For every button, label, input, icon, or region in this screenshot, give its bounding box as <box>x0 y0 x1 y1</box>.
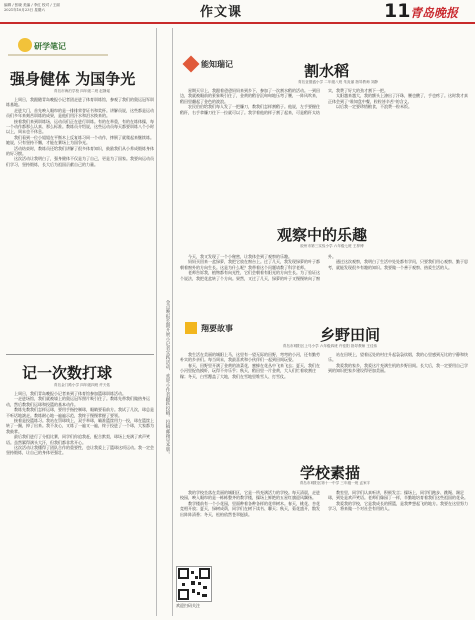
page-number: 11 <box>384 0 411 22</box>
article-byline-campus: 青岛市城阳区第十一中学 三年级一班 孟家宇 <box>299 481 371 485</box>
lightbulb-icon <box>18 38 32 52</box>
paragraph: 我的学校坐落在美丽的城阳区，它是一所充满活力的学校。每天清晨，走进校园，映入眼帘的是一栋栋整齐的教学楼，操场上鲜艳的五星红旗迎风飘扬。 <box>180 490 320 501</box>
header-editors: 编辑 / 张晓 美编 / 李红 校对 / 王丽 <box>4 3 60 7</box>
qr-caption: 欢迎扫码关注 <box>176 603 200 608</box>
article-body-campus <box>180 490 468 616</box>
article-byline-hometown: 青岛市城阳区上马小学 六年级四班 许佳阳 指导教师 王佳伟 <box>282 344 378 348</box>
article-body-hometown <box>180 352 468 458</box>
article-title-small-joy: 记一次数打球 <box>22 364 113 382</box>
badge-underline <box>8 54 108 56</box>
paragraph: 太阳越来越大，我的额头上渗出了汗珠，腰也酸了，手也疼了。这时我才真正体会到了"谁知盘中餐，粒粒皆辛苦"的含义。 <box>328 93 468 104</box>
paragraph: 春天，田野里开满了金黄的油菜花，蜜蜂在花丛中飞来飞去；夏天，我们在小河里捉鱼摸虾，玩得不亦乐乎；秋天，稻田里一片金黄，大人们忙着收割庄稼；冬天，白雪覆盖了大地，我们在雪地里堆雪人、打雪仗。 <box>180 362 320 379</box>
article-body-strong-body <box>6 97 154 350</box>
flag-icon <box>185 322 197 334</box>
sidebar-rule-left <box>156 28 157 616</box>
paragraph: 教练先教我们怎样运球，要用手指控制球，眼睛要看前方。我试了几次，球总是不听话地滚走。教练耐心地一遍遍示范，我终于慢慢掌握了要领。 <box>6 407 154 418</box>
paragraph: 农民伯伯给我们每人发了一把镰刀，教我们怎样割稻子。他说，左手要握住稻秆，右手拿镰刀往下一拉就可以了。我学着他的样子割了起来，可是稻秆太结实，我费了好大的劲才割下一把。 <box>180 88 388 115</box>
sidebar-notice: 金点晚报长期开展小记者实践活动，欢迎小作者踊跃投稿。投稿邮箱见本版。 <box>165 300 170 457</box>
paragraph: 星期天早上，我跟着爸爸妈妈来到乡下，参加了一次割水稻的活动。一到田边，我就被眼前的景象吸引住了，金黄的稻谷沉甸甸地压弯了腰，一阵风吹来，稻田里翻起了金色的波浪。 <box>180 88 320 104</box>
paragraph: 这次活动让我懂得了团队合作的重要性，也让我爱上了篮球这项运动。我一定会坚持锻炼，让自己的身体更强壮。 <box>6 445 154 456</box>
paragraph: 我生活在美丽的城阳上马，这里有一望无际的田野，弯弯的小河，还有勤劳朴实的乡亲们。每当周末，我最喜欢和小伙伴们一起到田间玩耍。 <box>180 352 320 363</box>
paragraph: 通过这次观察，我明白了生活中处处都有学问，只要我们用心观察、勤于思考，就能发现很多有趣的知识。我要做一个善于观察、热爱生活的人。 <box>328 259 468 270</box>
article-body-watch <box>180 254 468 320</box>
paragraph: 上周日，我跟随青岛晚报小记者团走进了体育训练馆，参观了我们的奥运冠军训练基地。 <box>6 97 154 108</box>
column-divider <box>6 354 154 355</box>
article-title-strong-body: 强身健体 为国争光 <box>10 70 136 88</box>
article-byline-watch: 胶州市第三实验小学 六年级七班 王梓博 <box>300 244 364 248</box>
paragraph: 这次活动让我明白了，强身健体不仅是为了自己，更是为了国家。我要向运动员们学习，坚持锻炼，长大后为祖国贡献自己的力量。 <box>6 156 154 167</box>
study-notes-label: 研学笔记 <box>34 42 66 51</box>
paragraph: 接着我们来到训练场，运动员们正在进行训练。有的在举重，有的在练体操，每一个动作都那么认真、那么标准。教练员介绍说，这些运动员每天都要训练八个小时以上，周末也不休息。 <box>6 118 154 135</box>
paragraph: 我爱我的家乡，我爱这片充满生机的乡野田间。长大后，我一定要用自己学到的知识把家乡建设得更加美丽。 <box>328 362 468 374</box>
paragraph: 教学楼前有一个小花园，里面种着各种各样的花草树木。春天，桃花、杏花竞相开放；夏天，绿树成荫，同学们在树下读书、聊天；秋天，菊花盛开，散发出阵阵清香；冬天，松柏依然苍翠挺拔。 <box>180 500 320 517</box>
header-credits <box>4 3 94 12</box>
section-title: 作文课 <box>200 5 243 20</box>
brand-logo: 青岛晚报 <box>410 6 459 20</box>
paragraph: 我们看到一位小姐姐在平衡木上反复练习同一个动作，摔倒了就爬起来继续练。她说，只有坚持不懈，才能在赛场上为国争光。 <box>6 134 154 146</box>
article-title-campus: 学校素描 <box>300 464 361 482</box>
hero-label: 翔要故事 <box>201 324 233 333</box>
header-date: 2021年10月23日 星期六 <box>4 7 45 12</box>
talent-label: 能知瑞记 <box>201 60 233 69</box>
header-rule <box>0 22 475 24</box>
star-icon <box>183 56 200 73</box>
article-title-fishing: 割水稻 <box>304 62 350 80</box>
paragraph: 今天，我又发现了一个小秘密，让我体会到了观察的乐趣。 <box>188 254 292 259</box>
article-title-hometown: 乡野田间 <box>320 326 381 344</box>
paragraph: 活动结束时，教练员还给我们讲解了很多体育知识，鼓励我们从小养成锻炼身体的好习惯。 <box>6 145 154 157</box>
paragraph: 老师告诉我，植物都有向光性，它们会朝着有阳光的方向生长。为了验证这个说法，我把花盆转了个方向。果然，又过了几天，绿萝的叶子又慢慢转向了窗外。 <box>180 254 336 281</box>
paragraph: 站在田埂上，望着远处的村庄升起袅袅炊烟，我的心里感到无比的宁静和快乐。 <box>328 352 468 363</box>
paragraph: 最后我们进行了分组比赛，同学们你追我赶，配合默契，球场上充满了欢声笑语。虽然累得满头大汗，但我们都非常开心。 <box>6 434 150 445</box>
paragraph: 走进大门，首先映入眼帘的是一排排荣誉证书和奖杯。讲解员说，这些都是运动员们多年来刻苦训练的成果，是他们用汗水和泪水换来的。 <box>6 107 154 119</box>
paragraph: 我爱我的学校，它是我成长的摇篮，是我梦想起飞的地方。我要在这里努力学习，将来做一个对社会有用的人。 <box>328 500 468 512</box>
paragraph: 以后我一定要珍惜粮食，不浪费一粒米饭。 <box>336 104 412 110</box>
article-title-watch: 观察中的乐趣 <box>277 226 368 244</box>
paragraph: 妈妈买回来一盆绿萝，我把它放在窗台上。过了几天，我发现绿萝的叶子都朝着窗外的方向生长。这是为什么呢？我带着这个问题请教了科学老师。 <box>180 259 320 270</box>
article-byline-strong-body: 青岛市海泊学校 四年级二班 赵静瑶 <box>53 89 111 93</box>
article-body-small-joy <box>6 391 154 615</box>
paragraph: 上周日，我们青岛晚报小记者来到了体育馆参加篮球训练活动。 <box>14 391 126 396</box>
article-byline-small-joy: 青岛金门路小学 四年级四班 许天佑 <box>53 383 111 387</box>
paragraph: 接着是投篮练习。我站在罚球线上，双手举球，瞄准篮筐用力一投，球在篮筐上转了一圈，掉了出来。我不灰心，又练了一遍又一遍，终于投进了一个球，大家都为我鼓掌。 <box>6 418 154 434</box>
sidebar-rule-right <box>172 28 173 616</box>
article-body-fishing <box>180 88 468 220</box>
article-byline-fishing: 青岛亚德盛小学 二年级八班 朱炎丽 指导教师 刘静 <box>297 80 379 84</box>
paragraph: 一走进场馆，我们就被墙上的奥运冠军照片吸引住了。教练先带我们做热身运动，然后教我们运球和投篮的基本动作。 <box>6 396 150 407</box>
paragraph: 教室里，同学们认真听讲，积极发言；操场上，同学们跑步、跳绳、踢足球，到处是欢声笑语。老师们像园丁一样，辛勤地培育着我们这些祖国的花朵。 <box>328 490 468 501</box>
